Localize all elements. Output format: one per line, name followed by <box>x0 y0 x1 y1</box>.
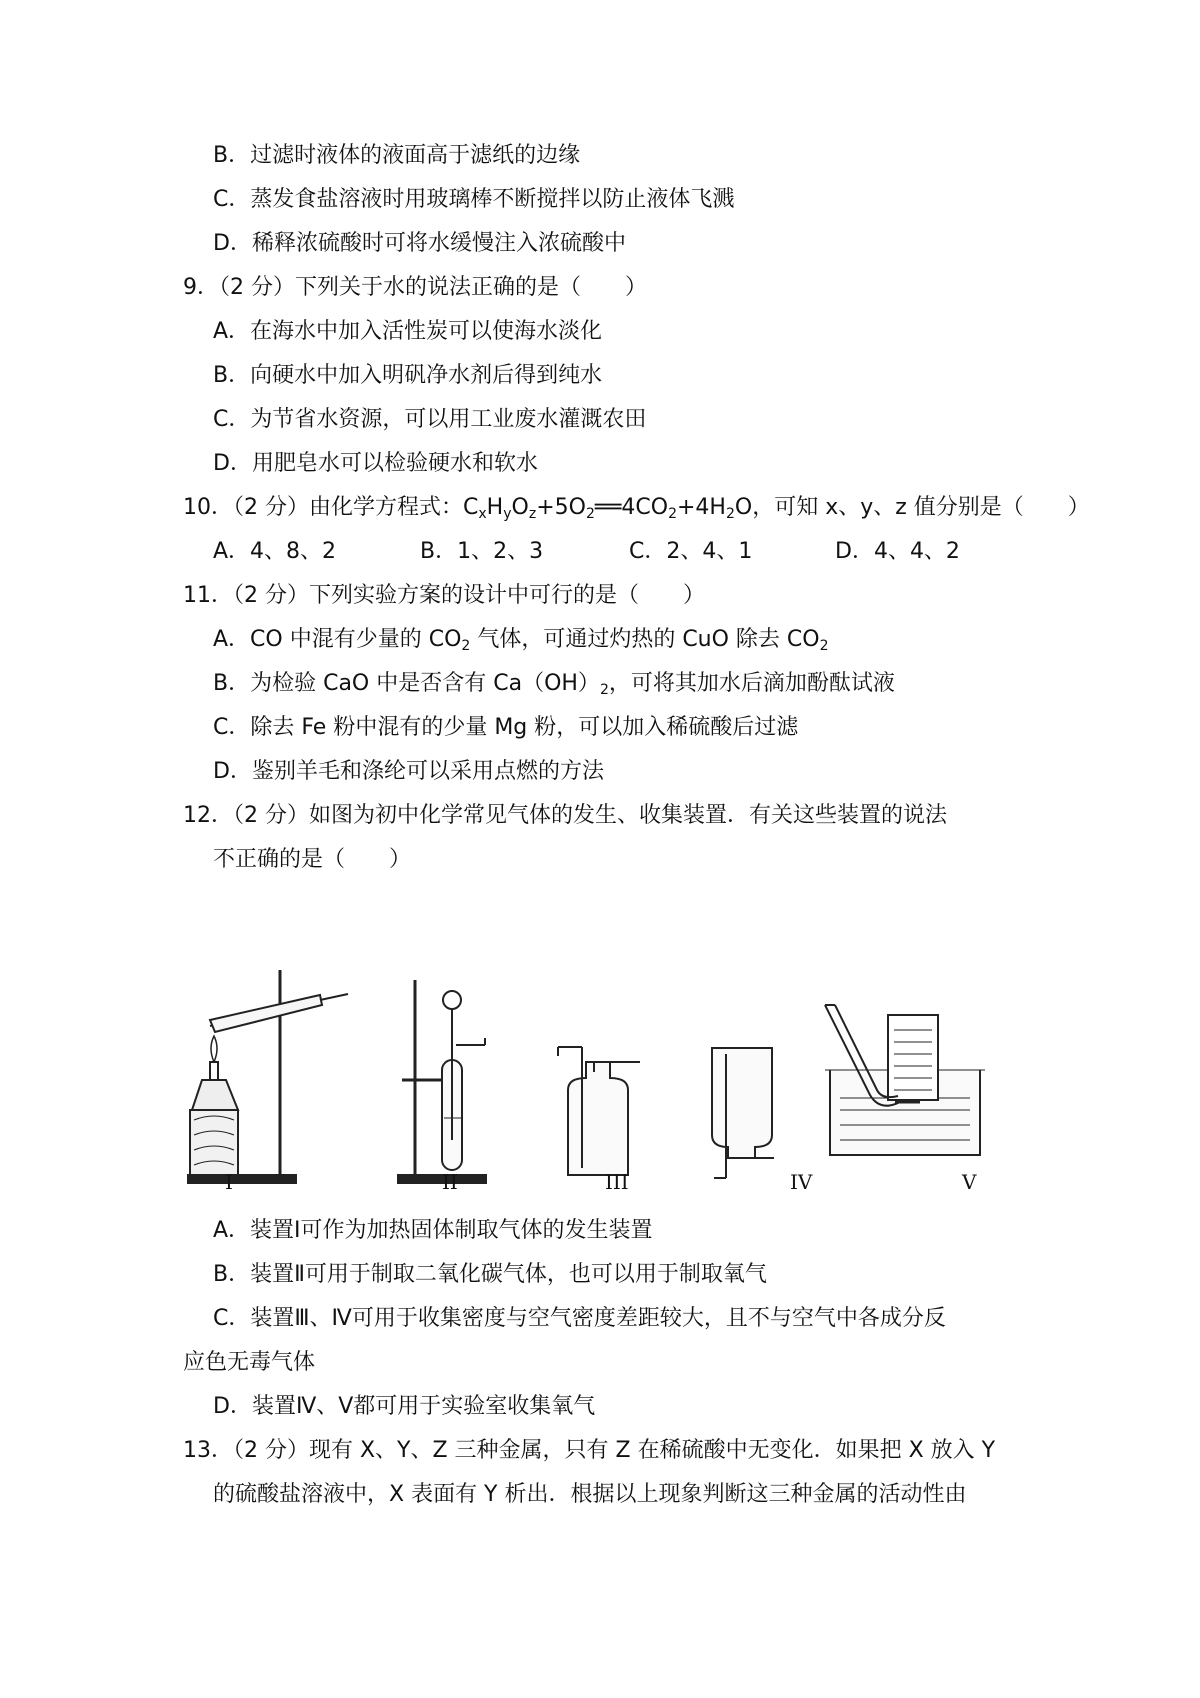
eq-o: O <box>511 495 529 520</box>
q12-stem-cont: 不正确的是（ ） <box>213 847 412 872</box>
label-i: I <box>225 1170 233 1194</box>
label-iv: IV <box>790 1170 813 1194</box>
q13-stem: 13．（2 分）现有 X、Y、Z 三种金属，只有 Z 在稀硫酸中无变化．如果把 X 放入 Y <box>183 1438 996 1463</box>
eq-o-tail: O <box>734 495 753 520</box>
q11-option-d: D．鉴别羊毛和涤纶可以采用点燃的方法 <box>213 759 604 784</box>
q9-option-b: B．向硬水中加入明矾净水剂后得到纯水 <box>213 363 603 388</box>
q10-stem <box>183 493 1090 523</box>
q10-stem-prefix: 10．（2 分）由化学方程式： <box>183 495 463 520</box>
eq-plus-o2: +5O <box>536 495 586 520</box>
q8-option-d: D．稀释浓硫酸时可将水缓慢注入浓硫酸中 <box>213 231 626 256</box>
q11b-sub: 2 <box>599 682 609 698</box>
q10-option-c: C．2、4、1 <box>629 539 753 564</box>
label-ii: II <box>442 1170 458 1194</box>
q12-option-b: B．装置Ⅱ可用于制取二氧化碳气体，也可以用于制取氧气 <box>213 1262 767 1287</box>
q9-option-a: A．在海水中加入活性炭可以使海水淡化 <box>213 319 603 344</box>
eq-sub3: 2 <box>725 506 735 522</box>
eq-sub2: 2 <box>668 506 677 522</box>
q11a-sub1: 2 <box>461 638 471 654</box>
label-v: V <box>962 1170 977 1194</box>
eq-equals: ══ <box>594 495 622 520</box>
eq-sub1: 2 <box>585 506 595 522</box>
q12-stem: 12．（2 分）如图为初中化学常见气体的发生、收集装置．有关这些装置的说法 <box>183 803 947 828</box>
eq-y: y <box>503 506 512 522</box>
q11a-text2: 气体，可通过灼热的 CuO 除去 CO <box>470 627 820 652</box>
q11b-text2: ，可将其加水后滴加酚酞试液 <box>608 671 895 696</box>
q10-stem-suffix: ，可知 x、y、z 值分别是（ ） <box>752 495 1090 520</box>
q10-option-b: B．1、2、3 <box>420 539 544 564</box>
eq-x: x <box>478 506 487 522</box>
eq-c: C <box>463 495 479 520</box>
q9-stem: 9．（2 分）下列关于水的说法正确的是（ ） <box>183 275 647 300</box>
q12-option-a: A．装置Ⅰ可作为加热固体制取气体的发生装置 <box>213 1218 653 1243</box>
apparatus-i-image <box>188 970 348 1183</box>
eq-plus-h2o: +4H <box>676 495 726 520</box>
apparatus-iv-image <box>712 1048 774 1178</box>
q12-option-c: C．装置Ⅲ、Ⅳ可用于收集密度与空气密度差距较大，且不与空气中各成分反 <box>213 1306 946 1331</box>
q12-option-d: D．装置Ⅳ、Ⅴ都可用于实验室收集氧气 <box>213 1394 596 1419</box>
eq-h: H <box>486 495 504 520</box>
q11a-sub2: 2 <box>819 638 829 654</box>
q9-option-c: C．为节省水资源，可以用工业废水灌溉农田 <box>213 407 647 432</box>
q13-stem-cont: 的硫酸盐溶液中，X 表面有 Y 析出．根据以上现象判断这三种金属的活动性由 <box>213 1482 967 1507</box>
q8-option-c: C．蒸发食盐溶液时用玻璃棒不断搅拌以防止液体飞溅 <box>213 187 735 212</box>
q10-option-d: D．4、4、2 <box>835 539 960 564</box>
q8-option-b: B．过滤时液体的液面高于滤纸的边缘 <box>213 143 581 168</box>
q11b-text1: B．为检验 CaO 中是否含有 Ca（OH） <box>213 671 600 696</box>
chemical-equation <box>463 495 752 520</box>
apparatus-ii-image <box>398 980 486 1183</box>
q9-option-d: D．用肥皂水可以检验硬水和软水 <box>213 451 538 476</box>
q11a-text1: A．CO 中混有少量的 CO <box>213 627 462 652</box>
apparatus-iii-image <box>558 1047 640 1175</box>
q11-stem: 11．（2 分）下列实验方案的设计中可行的是（ ） <box>183 583 705 608</box>
label-iii: III <box>605 1170 629 1194</box>
q11-option-a <box>213 625 829 655</box>
q10-option-a: A．4、8、2 <box>213 539 337 564</box>
eq-z: z <box>528 506 537 522</box>
eq-co2: 4CO <box>621 495 669 520</box>
q12-option-c-cont: 应色无毒气体 <box>183 1350 316 1375</box>
apparatus-v-image <box>825 1005 985 1155</box>
q11-option-b <box>213 669 895 699</box>
q11-option-c: C．除去 Fe 粉中混有的少量 Mg 粉，可以加入稀硫酸后过滤 <box>213 715 799 740</box>
